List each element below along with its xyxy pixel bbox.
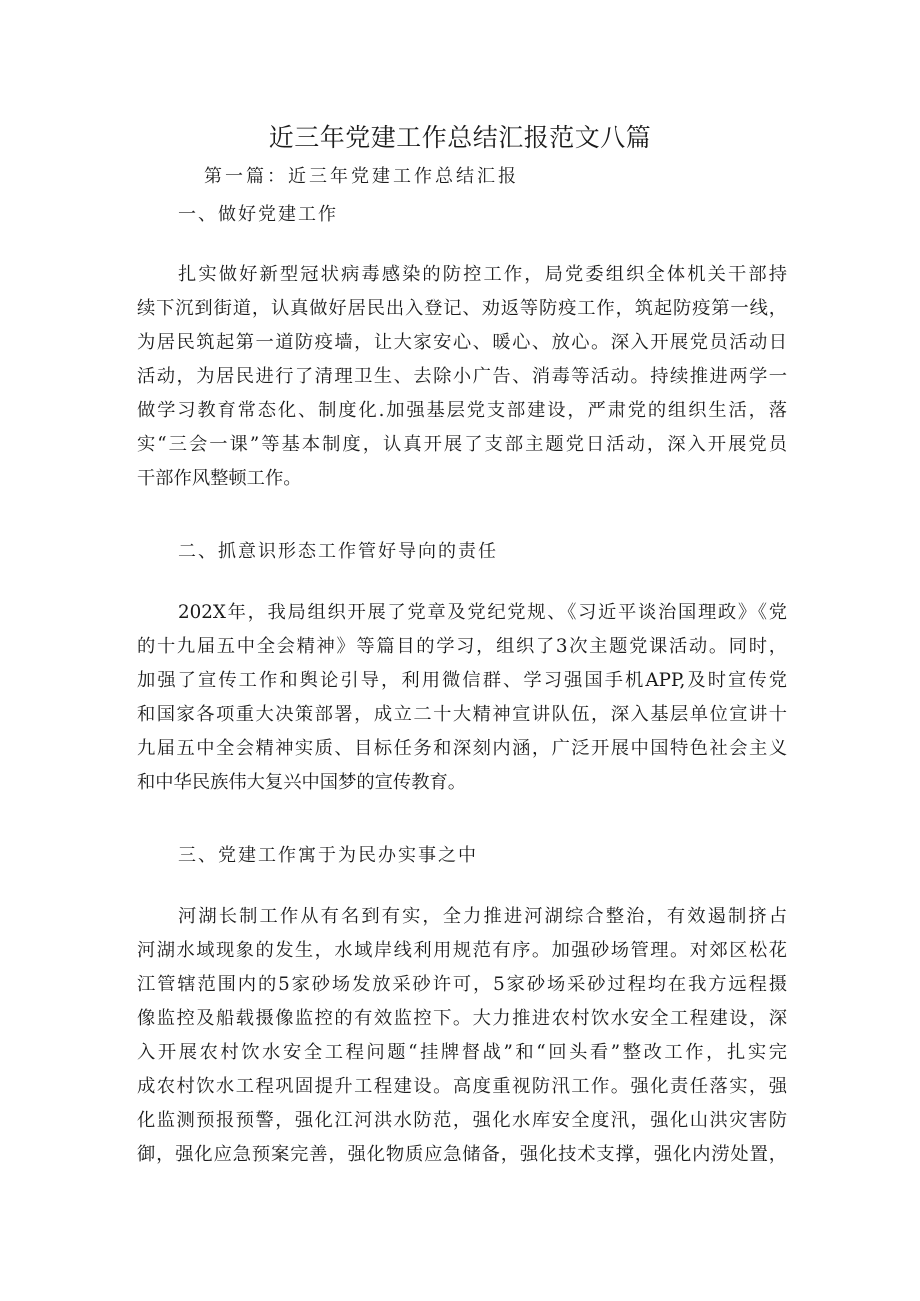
section-1-heading: 一、做好党建工作 — [178, 204, 338, 225]
paragraph-line: 江管辖范围内的5家砂场发放采砂许可，5家砂场采砂过程均在我方远程摄 — [137, 974, 787, 995]
document-subtitle: 第一篇：近三年党建工作总结汇报 — [204, 166, 519, 187]
paragraph-line: 像监控及船载摄像监控的有效监控下。大力推进农村饮水安全工程建设，深 — [137, 1008, 787, 1029]
paragraph-line: 做学习教育常态化、制度化.加强基层党支部建设，严肃党的组织生活，落 — [137, 400, 787, 421]
section-2-heading: 二、抓意识形态工作管好导向的责任 — [178, 541, 498, 562]
document-title: 近三年党建工作总结汇报范文八篇 — [268, 123, 652, 152]
paragraph-line: 扎实做好新型冠状病毒感染的防控工作，局党委组织全体机关干部持 — [178, 264, 787, 285]
paragraph-line: 和国家各项重大决策部署，成立二十大精神宣讲队伍，深入基层单位宣讲十 — [137, 704, 787, 725]
section-3-heading: 三、党建工作寓于为民办实事之中 — [178, 845, 478, 866]
paragraph-line: 和中华民族伟大复兴中国梦的宣传教育。 — [137, 772, 467, 793]
paragraph-line: 成农村饮水工程巩固提升工程建设。高度重视防汛工作。强化责任落实，强 — [137, 1076, 787, 1097]
paragraph-line: 实“三会一课”等基本制度，认真开展了支部主题党日活动，深入开展党员 — [137, 434, 787, 455]
paragraph-line: 河湖水域现象的发生，水域岸线利用规范有序。加强砂场管理。对郊区松花 — [137, 940, 787, 961]
paragraph-line: 河湖长制工作从有名到有实，全力推进河湖综合整治，有效遏制挤占 — [178, 906, 787, 927]
section-2-paragraph — [137, 596, 787, 800]
section-3-paragraph — [137, 900, 787, 1172]
paragraph-line: 202X年，我局组织开展了党章及党纪党规、《习近平谈治国理政》《党 — [178, 602, 787, 623]
paragraph-line: 活动，为居民进行了清理卫生、去除小广告、消毒等活动。持续推进两学一 — [137, 366, 787, 387]
paragraph-line: 化监测预报预警，强化江河洪水防范，强化水库安全度汛，强化山洪灾害防 — [137, 1110, 787, 1131]
paragraph-line: 干部作风整顿工作。 — [137, 468, 302, 489]
paragraph-line: 的十九届五中全会精神》等篇目的学习，组织了3次主题党课活动。同时， — [137, 636, 787, 657]
paragraph-line: 御，强化应急预案完善，强化物质应急储备，强化技术支撑，强化内涝处置， — [137, 1144, 787, 1165]
paragraph-line: 入开展农村饮水安全工程问题“挂牌督战”和“回头看”整改工作，扎实完 — [137, 1042, 787, 1063]
paragraph-line: 续下沉到街道，认真做好居民出入登记、劝返等防疫工作，筑起防疫第一线， — [137, 298, 787, 319]
paragraph-line: 九届五中全会精神实质、目标任务和深刻内涵，广泛开展中国特色社会主义 — [137, 738, 787, 759]
paragraph-line: 为居民筑起第一道防疫墙，让大家安心、暖心、放心。深入开展党员活动日 — [137, 332, 787, 353]
section-1-paragraph — [137, 258, 787, 496]
paragraph-line: 加强了宣传工作和舆论引导，利用微信群、学习强国手机APP,及时宣传党 — [137, 670, 787, 691]
